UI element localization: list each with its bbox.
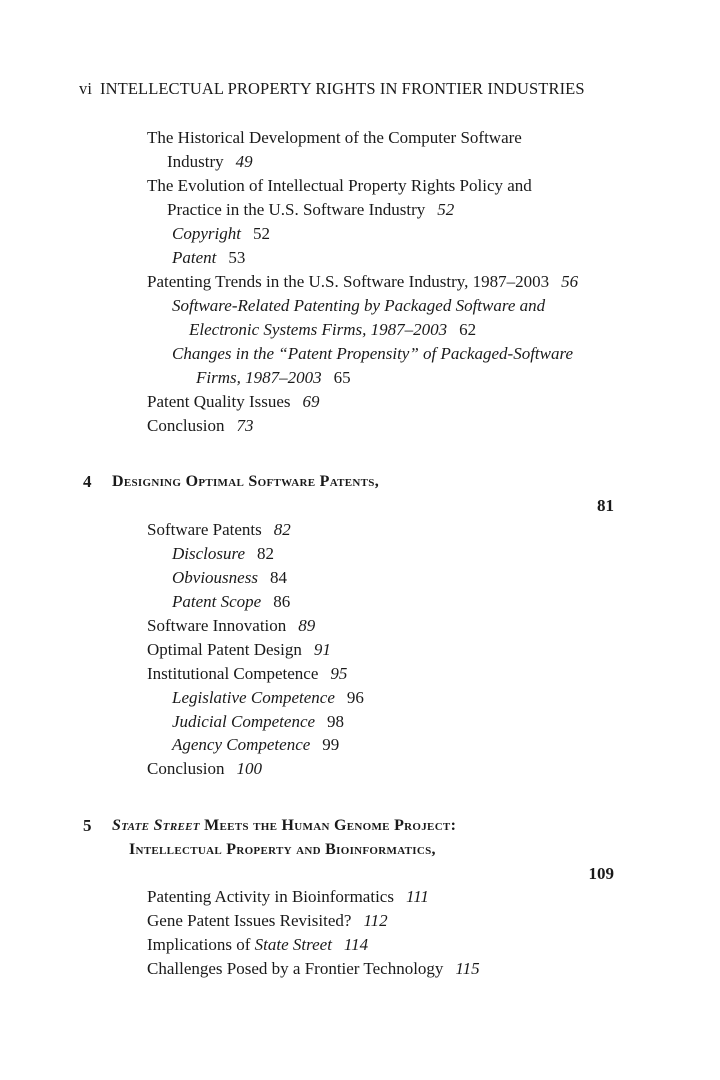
toc-entry[interactable]: Patent Quality Issues 69 [147, 392, 320, 411]
toc-entry-cont[interactable]: Industry 49 [167, 152, 253, 171]
page-number: 84 [269, 568, 287, 587]
toc-subentry[interactable]: Changes in the “Patent Propensity” of Packaged-Software [172, 344, 574, 363]
toc-entry[interactable]: Institutional Competence 95 [147, 664, 348, 683]
running-header [79, 79, 585, 99]
toc-entry[interactable]: Implications of State Street 114 [147, 935, 369, 954]
page-number: 99 [322, 735, 340, 754]
toc-subentry[interactable]: Copyright 52 [172, 224, 270, 243]
page-number: 52 [437, 200, 455, 219]
toc-entry[interactable]: Conclusion 100 [147, 759, 262, 778]
chapter-title[interactable]: State Street Meets the Human Genome Project: [112, 817, 457, 834]
page-folio: vi [79, 79, 93, 98]
page-number: 89 [298, 616, 316, 635]
page-number: 96 [346, 688, 364, 707]
toc-entry[interactable]: Gene Patent Issues Revisited? 112 [147, 911, 388, 930]
page-number: 98 [327, 712, 345, 731]
page-number: 82 [257, 544, 275, 563]
toc-subentry-cont[interactable]: Electronic Systems Firms, 1987–2003 62 [189, 320, 477, 339]
page-number: 86 [273, 592, 291, 611]
toc-entry[interactable]: Software Patents 82 [147, 520, 291, 539]
chapter-page: 109 [588, 864, 614, 883]
page-number: 56 [561, 272, 579, 291]
toc-entry[interactable]: Patenting Trends in the U.S. Software Industry, 1987–2003 56 [147, 272, 579, 291]
toc-entry[interactable]: Patenting Activity in Bioinformatics 111 [147, 887, 429, 906]
chapter-title[interactable]: Designing Optimal Software Patents, [112, 473, 380, 490]
toc-subentry[interactable]: Agency Competence 99 [172, 735, 340, 754]
toc-subentry-cont[interactable]: Firms, 1987–2003 65 [196, 368, 351, 387]
toc-entry[interactable]: The Historical Development of the Computer Software [147, 128, 522, 147]
page-number: 53 [228, 248, 246, 267]
page-number: 65 [333, 368, 351, 387]
chapter-number: 5 [83, 816, 92, 835]
chapter-number: 4 [83, 472, 92, 491]
toc-subentry[interactable]: Patent Scope 86 [172, 592, 291, 611]
page-number: 95 [330, 664, 348, 683]
page-number: 111 [405, 887, 429, 906]
page-number: 115 [455, 959, 480, 978]
page-number: 62 [459, 320, 477, 339]
chapter-title-cont[interactable]: Intellectual Property and Bioinformatics, [129, 841, 436, 858]
running-title: INTELLECTUAL PROPERTY RIGHTS IN FRONTIER INDUSTRIES [100, 79, 585, 98]
toc-subentry[interactable]: Disclosure 82 [172, 544, 275, 563]
toc-entry[interactable]: Optimal Patent Design 91 [147, 640, 331, 659]
toc-subentry[interactable]: Patent 53 [172, 248, 246, 267]
page-number: 49 [235, 152, 253, 171]
page-number: 112 [363, 911, 388, 930]
toc-subentry[interactable]: Obviousness 84 [172, 568, 287, 587]
page-number: 114 [343, 935, 369, 954]
toc-entry[interactable]: Conclusion 73 [147, 416, 254, 435]
toc-entry-cont[interactable]: Practice in the U.S. Software Industry 52 [167, 200, 455, 219]
chapter-page: 81 [597, 496, 614, 515]
toc-entry[interactable]: The Evolution of Intellectual Property Rights Policy and [147, 176, 532, 195]
toc-subentry[interactable]: Legislative Competence 96 [172, 688, 364, 707]
page-number: 82 [273, 520, 291, 539]
page-number: 52 [252, 224, 270, 243]
page-number: 73 [236, 416, 254, 435]
page-number: 100 [236, 759, 262, 778]
page-number: 91 [313, 640, 331, 659]
toc-subentry[interactable]: Judicial Competence 98 [172, 712, 345, 731]
toc-entry[interactable]: Challenges Posed by a Frontier Technology 115 [147, 959, 480, 978]
toc-subentry[interactable]: Software-Related Patenting by Packaged Software and [172, 296, 546, 315]
page-number: 69 [302, 392, 320, 411]
toc-entry[interactable]: Software Innovation 89 [147, 616, 316, 635]
